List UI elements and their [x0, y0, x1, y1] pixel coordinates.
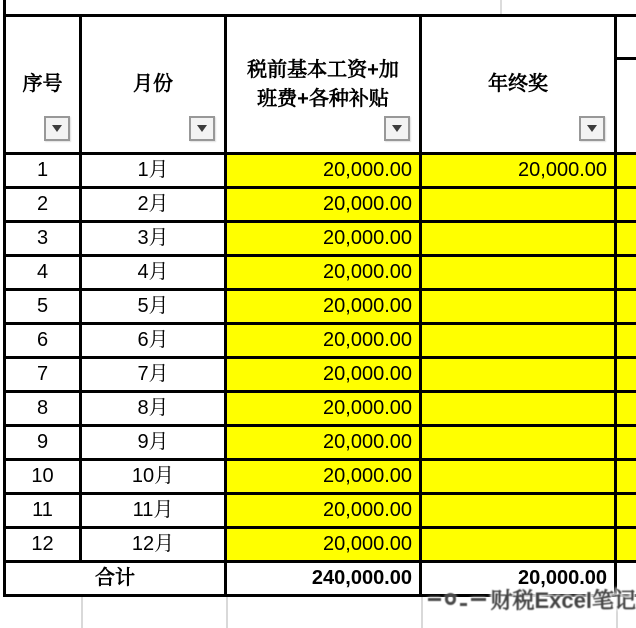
- faint-gridline: [226, 597, 228, 628]
- salary-value: 20,000.00: [323, 261, 412, 283]
- dash-icon: [460, 603, 467, 606]
- cell-index[interactable]: [3, 325, 82, 359]
- chevron-down-icon: [52, 125, 62, 132]
- faint-gridline: [81, 597, 83, 628]
- total-bonus-cell[interactable]: [422, 563, 617, 597]
- cell-month[interactable]: [82, 427, 227, 461]
- cell-bonus[interactable]: [422, 257, 617, 291]
- cell-salary[interactable]: [227, 325, 422, 359]
- cell-bonus[interactable]: [422, 427, 617, 461]
- faint-gridline: [500, 0, 502, 14]
- salary-value: 20,000.00: [323, 533, 412, 555]
- faint-gridline: [616, 597, 618, 628]
- cell-month[interactable]: [82, 495, 227, 529]
- salary-value: 20,000.00: [323, 363, 412, 385]
- index-value: 2: [36, 193, 49, 215]
- salary-value: 20,000.00: [323, 465, 412, 487]
- cell-extra-sliver[interactable]: [617, 461, 636, 495]
- index-value: 9: [36, 431, 49, 453]
- cell-bonus[interactable]: [422, 223, 617, 257]
- cell-month[interactable]: [82, 189, 227, 223]
- cell-index[interactable]: [3, 359, 82, 393]
- month-value: 4月: [137, 261, 169, 283]
- month-value: 7月: [137, 363, 169, 385]
- index-value: 1: [36, 159, 49, 181]
- cell-bonus[interactable]: [422, 189, 617, 223]
- filter-dropdown-button[interactable]: [384, 116, 410, 141]
- month-value: 3月: [137, 227, 169, 249]
- filter-dropdown-button[interactable]: [579, 116, 605, 141]
- cell-index[interactable]: [3, 291, 82, 325]
- cell-month[interactable]: [82, 291, 227, 325]
- table-left-border-stub: [3, 0, 6, 14]
- salary-value: 20,000.00: [323, 227, 412, 249]
- header-label-index: 序号: [22, 73, 63, 96]
- cell-month[interactable]: [82, 155, 227, 189]
- month-value: 8月: [137, 397, 169, 419]
- cell-month[interactable]: [82, 461, 227, 495]
- watermark-text: 财税Excel笔记: [490, 587, 636, 613]
- index-value: 7: [36, 363, 49, 385]
- dash-icon: [471, 598, 486, 601]
- salary-value: 20,000.00: [323, 397, 412, 419]
- faint-gridline: [421, 597, 423, 628]
- cell-salary[interactable]: [227, 359, 422, 393]
- cell-bonus[interactable]: [422, 495, 617, 529]
- cell-extra-sliver[interactable]: [617, 155, 636, 189]
- merged-header-divider: [617, 57, 636, 60]
- salary-value: 20,000.00: [323, 329, 412, 351]
- cell-salary[interactable]: [227, 495, 422, 529]
- cell-salary[interactable]: [227, 257, 422, 291]
- cell-index[interactable]: [3, 223, 82, 257]
- salary-value: 20,000.00: [323, 295, 412, 317]
- cell-extra-sliver[interactable]: [617, 223, 636, 257]
- cell-bonus[interactable]: [422, 393, 617, 427]
- filter-dropdown-button[interactable]: [189, 116, 215, 141]
- salary-value: 20,000.00: [323, 193, 412, 215]
- cell-extra-sliver[interactable]: [617, 325, 636, 359]
- cell-salary[interactable]: [227, 393, 422, 427]
- cell-salary[interactable]: [227, 223, 422, 257]
- filter-dropdown-button[interactable]: [44, 116, 70, 141]
- cell-bonus[interactable]: [422, 529, 617, 563]
- total-label: 合计: [95, 567, 135, 589]
- month-value: 1月: [137, 159, 169, 181]
- total-extra-sliver[interactable]: [617, 563, 636, 597]
- cell-salary[interactable]: [227, 529, 422, 563]
- header-label-month: 月份: [133, 73, 173, 96]
- cell-salary[interactable]: [227, 189, 422, 223]
- cell-month[interactable]: [82, 325, 227, 359]
- cell-extra-sliver[interactable]: [617, 291, 636, 325]
- total-salary-value: 240,000.00: [311, 567, 412, 589]
- cell-extra-sliver[interactable]: [617, 427, 636, 461]
- cell-index[interactable]: [3, 189, 82, 223]
- salary-value: 20,000.00: [323, 159, 412, 181]
- cell-index[interactable]: [3, 529, 82, 563]
- cell-extra-sliver[interactable]: [617, 495, 636, 529]
- cell-bonus[interactable]: [422, 359, 617, 393]
- month-value: 11月: [132, 499, 174, 521]
- cell-extra-sliver[interactable]: [617, 189, 636, 223]
- index-value: 5: [36, 295, 49, 317]
- chevron-down-icon: [392, 125, 402, 132]
- index-value: 6: [36, 329, 49, 351]
- cell-extra-sliver[interactable]: [617, 393, 636, 427]
- cell-salary[interactable]: [227, 461, 422, 495]
- header-cell-index[interactable]: [3, 14, 82, 155]
- index-value: 4: [36, 261, 49, 283]
- cell-extra-sliver[interactable]: [617, 529, 636, 563]
- month-value: 5月: [137, 295, 169, 317]
- cell-index[interactable]: [3, 257, 82, 291]
- index-value: 3: [36, 227, 49, 249]
- cell-index[interactable]: [3, 461, 82, 495]
- cell-bonus[interactable]: [422, 291, 617, 325]
- month-value: 9月: [137, 431, 169, 453]
- month-value: 10月: [131, 465, 175, 487]
- cell-index[interactable]: [3, 155, 82, 189]
- total-label-cell[interactable]: [3, 563, 227, 597]
- salary-value: 20,000.00: [323, 499, 412, 521]
- cell-month[interactable]: [82, 223, 227, 257]
- index-value: 8: [36, 397, 49, 419]
- dash-icon: [428, 598, 441, 601]
- header-cell-next-column-sliver[interactable]: [617, 14, 636, 155]
- total-salary-cell[interactable]: [227, 563, 422, 597]
- month-value: 12月: [131, 533, 175, 555]
- cell-salary[interactable]: [227, 155, 422, 189]
- cell-salary[interactable]: [227, 291, 422, 325]
- cell-index[interactable]: [3, 427, 82, 461]
- cell-bonus[interactable]: [422, 461, 617, 495]
- month-value: 2月: [137, 193, 169, 215]
- header-cell-month[interactable]: [82, 14, 227, 155]
- chevron-down-icon: [587, 125, 597, 132]
- cell-month[interactable]: [82, 393, 227, 427]
- cell-index[interactable]: [3, 393, 82, 427]
- index-value: 11: [32, 499, 53, 521]
- cell-month[interactable]: [82, 257, 227, 291]
- cell-index[interactable]: [3, 495, 82, 529]
- cell-bonus[interactable]: [422, 325, 617, 359]
- index-value: 12: [31, 533, 54, 555]
- month-value: 6月: [137, 329, 169, 351]
- cell-month[interactable]: [82, 529, 227, 563]
- bonus-value: 20,000.00: [518, 159, 607, 181]
- cell-extra-sliver[interactable]: [617, 257, 636, 291]
- header-label-bonus: 年终奖: [488, 73, 548, 96]
- salary-value: 20,000.00: [323, 431, 412, 453]
- cell-extra-sliver[interactable]: [617, 359, 636, 393]
- total-bonus-value: 20,000.00: [518, 567, 607, 589]
- chevron-down-icon: [197, 125, 207, 132]
- header-cell-bonus[interactable]: [422, 14, 617, 155]
- cell-month[interactable]: [82, 359, 227, 393]
- header-cell-salary[interactable]: [227, 14, 422, 155]
- header-label-salary: 税前基本工资+加班费+各种补贴: [247, 59, 399, 110]
- cell-salary[interactable]: [227, 427, 422, 461]
- index-value: 10: [31, 465, 54, 487]
- salary-table: [3, 14, 636, 597]
- cell-bonus[interactable]: [422, 155, 617, 189]
